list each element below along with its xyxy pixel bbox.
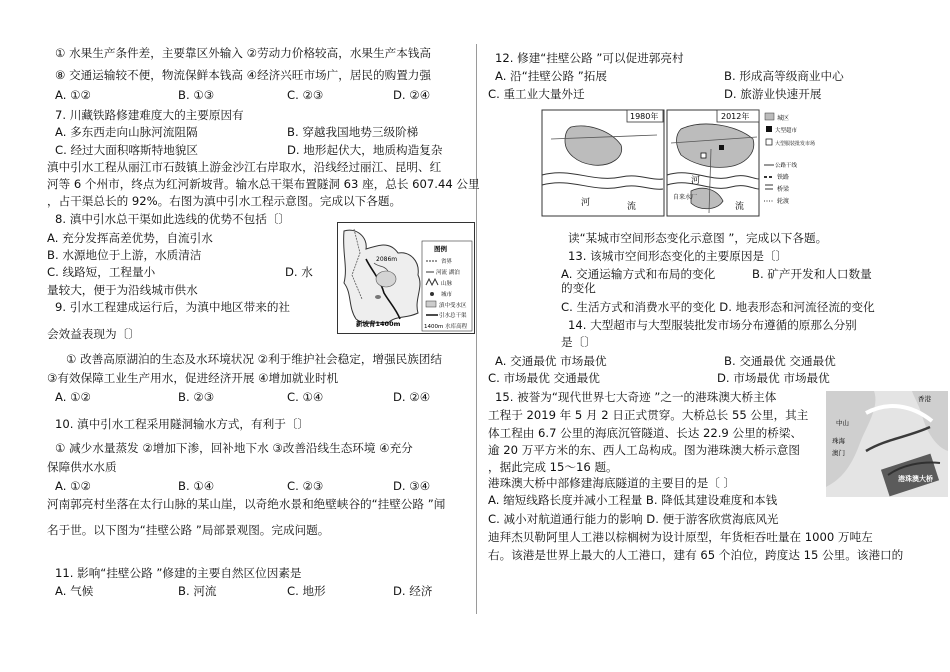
q10-statement-1: ① 减少水量蒸发 ②增加下渗，回补地下水 ③改善沿线生态环境 ④充分 (55, 441, 413, 455)
q14-option-d: D. 市场最优 市场最优 (717, 371, 830, 385)
intro-paragraph-line-1: 滇中引水工程从丽江市石鼓镇上游金沙江右岸取水，沿线经过丽江、昆明、红 (47, 160, 442, 174)
q7-question: 7. 川藏铁路修建难度大的主要原因有 (55, 108, 244, 122)
q10-option-c: C. ②③ (287, 479, 324, 493)
flow-label-2: 流 (735, 202, 745, 212)
legend-urban: 城区 (777, 115, 790, 122)
q14-option-a: A. 交通最优 市场最优 (495, 354, 607, 368)
q8-option-b: B. 水源地位于上游，水质清洁 (47, 248, 202, 262)
q9-option-c: C. ①④ (287, 390, 324, 404)
intro-dubai-line-1: 迪拜杰贝勒阿里人工港以棕榈树为设计原型，年货柜吞吐量在 1000 万吨左 (488, 530, 873, 544)
city-spatial-change-map (541, 109, 816, 217)
q6-option-c: C. ②③ (287, 88, 324, 102)
q13-option-b-cont: 的变化 (561, 281, 596, 295)
q14-option-b: B. 交通最优 交通最优 (724, 354, 836, 368)
label-zhuhai: 珠海 (832, 437, 845, 445)
q9-option-b: B. ②③ (178, 390, 215, 404)
svg-text:2086m: 2086m (376, 256, 398, 263)
q7-option-b: B. 穿越我国地势三级阶梯 (287, 125, 419, 139)
q11-option-a: A. 气候 (55, 584, 94, 598)
svg-text:新坡背1400m: 新坡背1400m (356, 320, 401, 328)
q10-option-b: B. ①④ (178, 479, 215, 493)
svg-text:省界: 省界 (441, 259, 453, 265)
river-label-2: 河 (691, 176, 701, 186)
q11-option-c: C. 地形 (287, 584, 326, 598)
legend-wholesale: 大型服装批发市场 (775, 141, 816, 147)
legend-ferry: 轮渡 (777, 198, 790, 205)
q10-statement-2: 保障供水水质 (47, 460, 117, 474)
q7-option-d: D. 地形起伏大，地质构造复杂 (287, 143, 443, 157)
q11-option-d: D. 经济 (393, 584, 433, 598)
svg-text:图例: 图例 (434, 245, 447, 253)
q12-option-a: A. 沿“挂壁公路 ”拓展 (495, 69, 607, 83)
q6-option-b: B. ①③ (178, 88, 215, 102)
intro-guoliang-line-2: 名于世。以下图为“挂壁公路 ”局部景观图。完成问题。 (47, 523, 330, 537)
q6-statement-2: ⑧ 交通运输较不便，物流保鲜本钱高 ④经济兴旺市场广，居民的购置力强 (55, 68, 431, 82)
q12-option-d: D. 旅游业快速开展 (724, 87, 822, 101)
svg-text:城市: 城市 (441, 292, 453, 298)
svg-text:河流 湖泊: 河流 湖泊 (436, 270, 460, 276)
label-hongkong: 香港 (918, 395, 931, 403)
q15-option-a-b: A. 缩短线路长度并减小工程量 B. 降低其建设难度和本钱 (488, 493, 778, 507)
q12-option-c: C. 重工业大量外迁 (488, 87, 585, 101)
q10-question: 10. 滇中引水工程采用隧洞输水方式，有利于〔〕 (55, 417, 309, 431)
yunnan-water-project-map (337, 222, 475, 334)
q12-question: 12. 修建“挂壁公路 ”可以促进郭亮村 (495, 51, 684, 65)
legend-railway: 铁路 (777, 174, 790, 181)
q9-statement-1: ① 改善高原湖泊的生态及水环境状况 ②利于维护社会稳定，增强民族团结 (66, 352, 442, 366)
waterworks-label: 自来水厂 (673, 194, 698, 201)
label-macau: 澳门 (832, 449, 845, 457)
q15-intro-line-4: 逾 20 万平方米的东、西人工岛构成。图为港珠澳大桥示意图 (488, 443, 800, 457)
q13-option-a: A. 交通运输方式和布局的变化 (561, 267, 716, 281)
intro-paragraph-line-2: 河等 6 个州市，终点为红河新坡背。输水总干渠布置隧洞 63 座，总长 607.44 公里 (47, 177, 480, 191)
legend-supermarket: 大型超市 (775, 128, 798, 134)
q8-option-d: D. 水 (285, 265, 313, 279)
q15-intro-line-5: ，据此完成 15～16 题。 (488, 460, 618, 474)
q9-option-a: A. ①② (55, 390, 91, 404)
flow-label-1: 流 (627, 202, 637, 212)
intro-city-map: 读“某城市空间形态变化示意图 ”，完成以下各题。 (568, 231, 828, 245)
q10-option-d: D. ③④ (393, 479, 431, 493)
q15-intro-line-1: 15. 被誉为“现代世界七大奇迹 ”之一的港珠澳大桥主体 (495, 390, 777, 404)
q12-option-b: B. 形成高等级商业中心 (724, 69, 844, 83)
svg-text:引水总干渠: 引水总干渠 (439, 313, 467, 319)
q6-statement-1: ① 水果生产条件差，主要靠区外输入 ②劳动力价格较高，水果生产本钱高 (55, 46, 431, 60)
year-2012-label: 2012年 (721, 112, 750, 121)
intro-guoliang-line-1: 河南郭亮村坐落在太行山脉的某山崖，以奇绝水景和绝壁峡谷的“挂壁公路 ”闻 (47, 497, 446, 511)
q13-option-c-d: C. 生活方式和消费水平的变化 D. 地表形态和河流径流的变化 (561, 300, 875, 314)
legend-bridge: 桥梁 (777, 186, 790, 193)
intro-paragraph-line-3: ，占干渠总长的 92%。右图为滇中引水工程示意图。完成以下各题。 (47, 194, 402, 208)
q15-option-c-d: C. 减小对航道通行能力的影响 D. 便于游客欣赏海底风光 (488, 512, 779, 526)
q14-option-c: C. 市场最优 交通最优 (488, 371, 600, 385)
column-divider (476, 44, 477, 614)
q9-statement-2: ③有效保障工业生产用水，促进经济开展 ④增加就业时机 (47, 371, 339, 385)
label-bridge-title: 港珠澳大桥 (898, 475, 933, 483)
q11-option-b: B. 河流 (178, 584, 217, 598)
q9-question: 9. 引水工程建成运行后，为滇中地区带来的社 (55, 300, 291, 314)
hzmb-bridge-map (826, 391, 948, 497)
q11-question: 11. 影响“挂壁公路 ”修建的主要自然区位因素是 (55, 566, 302, 580)
q7-option-c: C. 经过大面积喀斯特地貌区 (55, 143, 198, 157)
q8-question: 8. 滇中引水总干渠如此选线的优势不包括〔〕 (55, 212, 291, 226)
q6-option-a: A. ①② (55, 88, 91, 102)
q8-option-d-cont: 量较大，便于为沿线城市供水 (47, 283, 198, 297)
q9-option-d: D. ②④ (393, 390, 431, 404)
label-zhongshan: 中山 (836, 419, 849, 427)
legend-highway: 公路干线 (775, 163, 798, 169)
svg-text:1400m 水库高程: 1400m 水库高程 (424, 324, 468, 330)
q15-intro-line-2: 工程于 2019 年 5 月 2 日正式贯穿。大桥总长 55 公里，其主 (488, 408, 809, 422)
svg-text:滇中受水区: 滇中受水区 (439, 303, 467, 309)
q9-question-cont: 会效益表现为〔〕 (47, 327, 140, 341)
q13-option-b: B. 矿产开发和人口数量 (752, 267, 872, 281)
q14-question-cont: 是〔〕 (561, 335, 596, 349)
q10-option-a: A. ①② (55, 479, 91, 493)
q7-option-a: A. 多东西走向山脉河流阻隔 (55, 125, 198, 139)
year-1980-label: 1980年 (630, 112, 659, 121)
svg-text:山脉: 山脉 (441, 281, 453, 287)
q8-option-a: A. 充分发挥高差优势，自流引水 (47, 231, 213, 245)
q15-question: 港珠澳大桥中部修建海底隧道的主要目的是〔 〕 (488, 476, 736, 490)
river-label-1: 河 (581, 198, 591, 208)
q15-intro-line-3: 体工程由 6.7 公里的海底沉管隧道、长达 22.9 公里的桥梁、 (488, 426, 803, 440)
q8-option-c: C. 线路短，工程量小 (47, 265, 156, 279)
q13-question: 13. 该城市空间形态变化的主要原因是〔〕 (568, 249, 788, 263)
q14-question: 14. 大型超市与大型服装批发市场分布遵循的原那么分别 (568, 318, 857, 332)
q6-option-d: D. ②④ (393, 88, 431, 102)
intro-dubai-line-2: 右。该港是世界上最大的人工港口，建有 65 个泊位，跨度达 15 公里。该港口的 (488, 548, 904, 562)
